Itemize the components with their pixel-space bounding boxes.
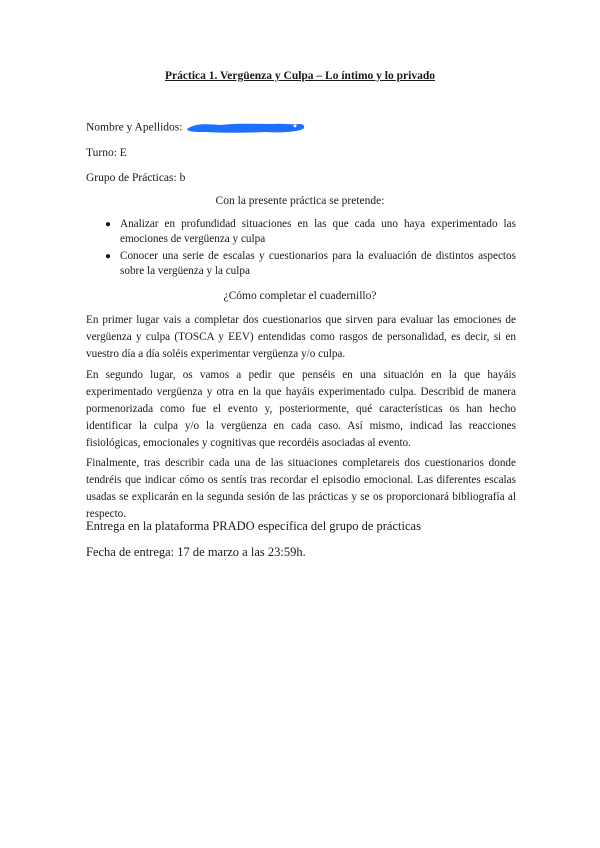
objectives-list [86,217,516,281]
delivery-date: Fecha de entrega: 17 de marzo a las 23:59h. [86,545,306,559]
delivery-note: Entrega en la plataforma PRADO específica del grupo de prácticas [86,519,421,533]
list-item [86,249,516,279]
bullet-icon: ● [105,251,112,262]
bullet-icon: ● [105,219,112,230]
paragraph-3: Finalmente, tras describir cada una de las situaciones completareis dos cuestionarios donde tendréis que indicar cómo os sentís tras recordar el episodio emocional. Las diferentes escalas usadas se explicarán en la segunda sesión de las prácticas y se os proporcionará bibliografía al respecto. [86,457,516,520]
intro-line: Con la presente práctica se pretende: [215,195,385,207]
grupo-field: Grupo de Prácticas: b [86,172,186,184]
section-question: ¿Cómo completar el cuadernillo? [223,290,377,302]
document-title: Práctica 1. Vergüenza y Culpa – Lo íntimo y lo privado [165,70,435,82]
name-label: Nombre y Apellidos: [86,121,183,134]
name-field [86,121,309,135]
list-item-text: Analizar en profundidad situaciones en las que cada uno haya experimentado las emociones de vergüenza y culpa [120,218,516,245]
redaction-scribble [185,121,309,135]
list-item [86,217,516,247]
paragraph-1: En primer lugar vais a completar dos cuestionarios que sirven para evaluar las emociones de vergüenza y culpa (TOSCA y EEV) entendidas como rasgos de personalidad, es decir, si en vuestro día a día soléis experimentar vergüenza y/o culpa. [86,314,516,360]
paragraph-2: En segundo lugar, os vamos a pedir que penséis en una situación en la que hayáis experimentado vergüenza y otra en la que hayáis experimentado culpa. Describid de manera pormenorizada como fue el evento y, posteriormente, qué características os han hecho identificar la culpa y/o la vergüenza en cada caso. Así mismo, indicad las reacciones fisiológicas, emocionales y cognitivas que recordéis asociadas al evento. [86,369,516,449]
turno-field: Turno: E [86,147,127,159]
list-item-text: Conocer una serie de escalas y cuestionarios para la evaluación de distintos aspectos sobre la vergüenza y la culpa [120,250,516,277]
